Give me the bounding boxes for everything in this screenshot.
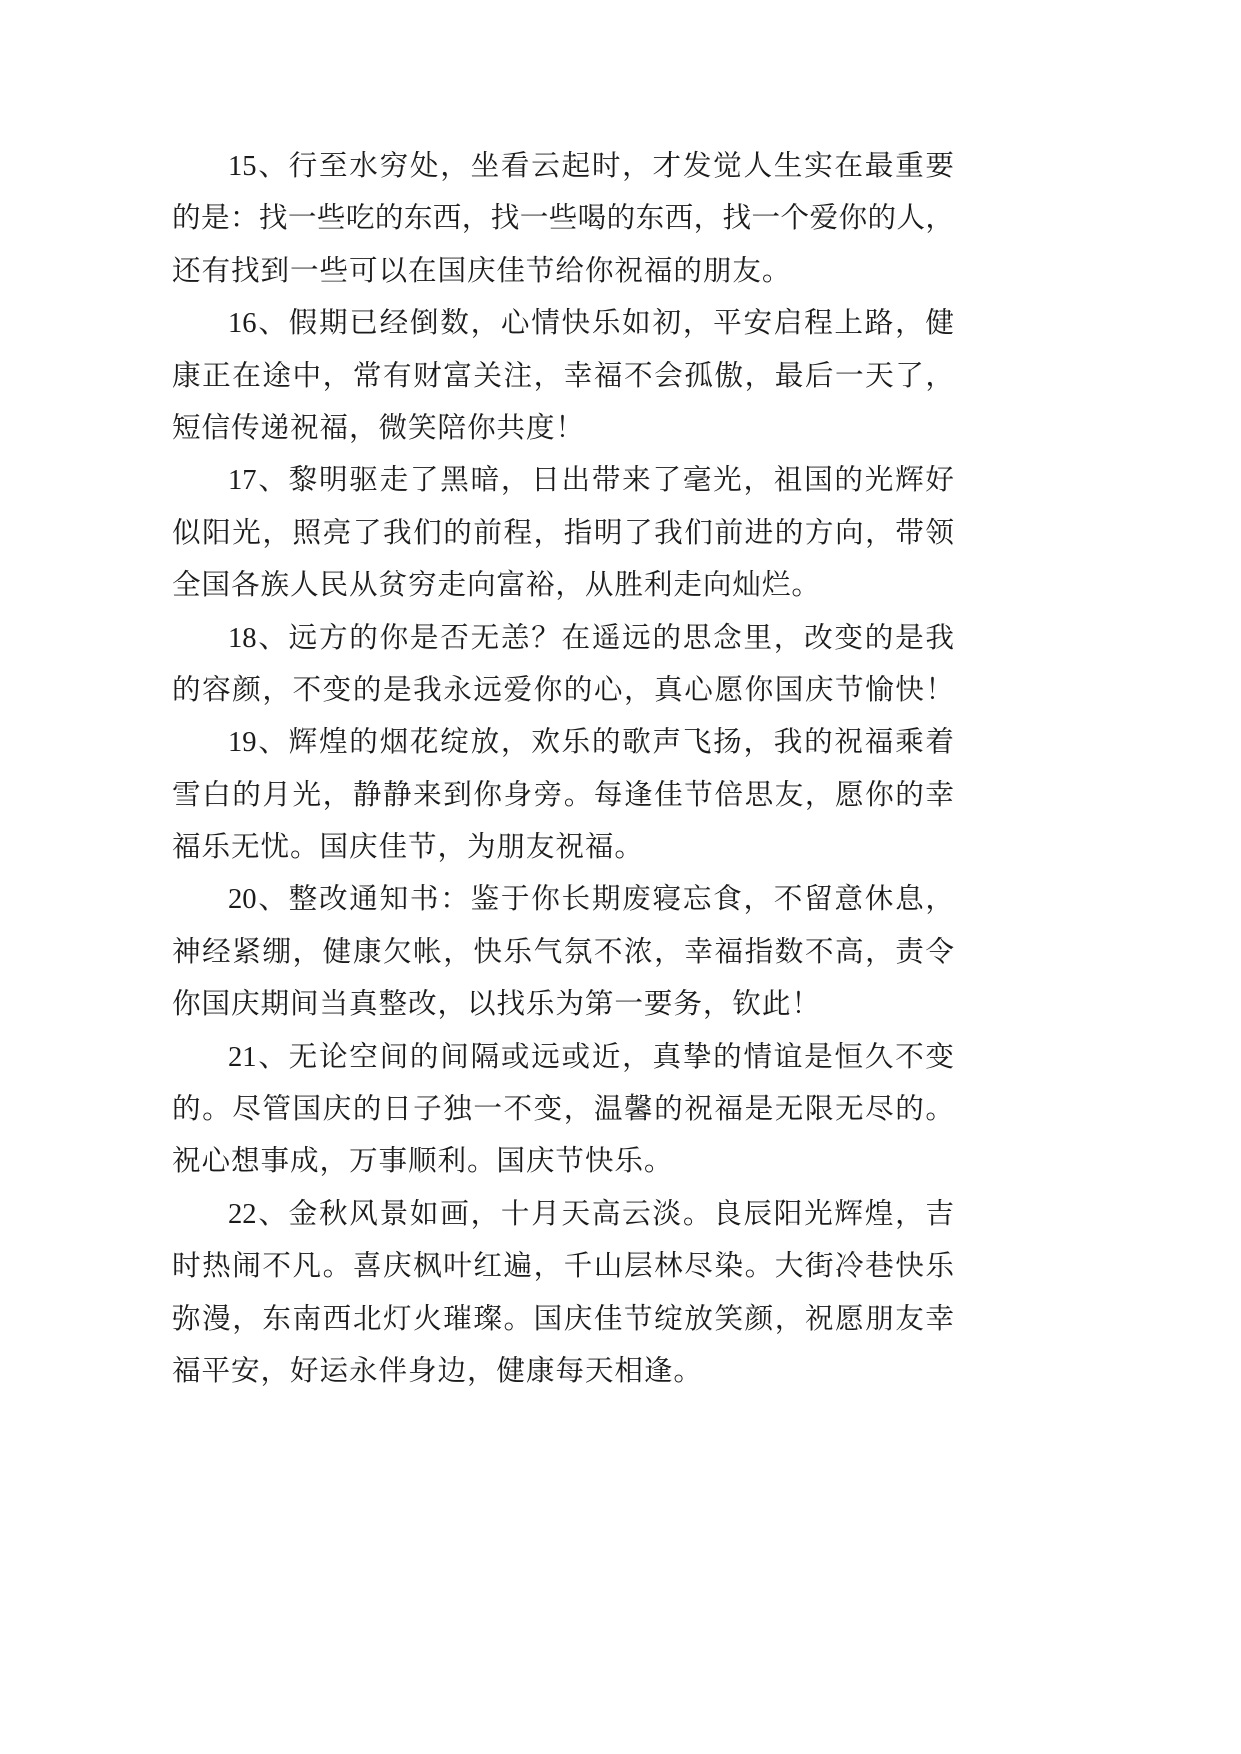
paragraph [172, 874, 954, 1031]
paragraph-line: 福平安，好运永伴身边，健康每天相逢。 [172, 1355, 703, 1387]
paragraph [172, 717, 954, 874]
paragraph [172, 613, 954, 718]
paragraph-line: 还有找到一些可以在国庆佳节给你祝福的朋友。 [172, 255, 792, 287]
paragraph-line: 18、远方的你是否无恙？在遥远的思念里，改变的是我 [228, 622, 954, 654]
paragraph-line: 时热闹不凡。喜庆枫叶红遍，千山层林尽染。大街冷巷快乐 [172, 1251, 954, 1283]
paragraph [172, 455, 954, 612]
paragraph-line: 21、无论空间的间隔或远或近，真挚的情谊是恒久不变 [228, 1041, 954, 1073]
paragraph-line: 的容颜，不变的是我永远爱你的心，真心愿你国庆节愉快！ [172, 674, 954, 706]
paragraph [172, 298, 954, 455]
paragraph-line: 19、辉煌的烟花绽放，欢乐的歌声飞扬，我的祝福乘着 [228, 727, 954, 759]
paragraph [172, 141, 954, 298]
paragraph-line: 似阳光，照亮了我们的前程，指明了我们前进的方向，带领 [172, 517, 954, 549]
paragraph-line: 的。尽管国庆的日子独一不变，温馨的祝福是无限无尽的。 [172, 1094, 954, 1126]
paragraph-line: 祝心想事成，万事顺利。国庆节快乐。 [172, 1146, 674, 1178]
paragraph-line: 17、黎明驱走了黑暗，日出带来了毫光，祖国的光辉好 [228, 465, 954, 497]
paragraph [172, 1032, 954, 1189]
paragraph-line: 22、金秋风景如画，十月天高云淡。良辰阳光辉煌，吉 [228, 1198, 954, 1230]
paragraph-line: 短信传递祝福，微笑陪你共度！ [172, 412, 585, 444]
paragraph-line: 15、行至水穷处，坐看云起时，才发觉人生实在最重要 [228, 151, 954, 182]
paragraph-line: 福乐无忧。国庆佳节，为朋友祝福。 [172, 832, 644, 864]
paragraph [172, 1189, 954, 1399]
document-page [172, 141, 954, 1398]
paragraph-line: 16、假期已经倒数，心情快乐如初，平安启程上路，健 [228, 308, 954, 340]
paragraph-line: 的是：找一些吃的东西，找一些喝的东西，找一个爱你的人， [172, 203, 954, 235]
paragraph-line: 康正在途中，常有财富关注，幸福不会孤傲，最后一天了， [172, 360, 954, 392]
paragraph-line: 全国各族人民从贫穷走向富裕，从胜利走向灿烂。 [172, 570, 821, 602]
paragraph-line: 神经紧绷，健康欠帐，快乐气氛不浓，幸福指数不高，责令 [172, 936, 954, 968]
paragraph-line: 雪白的月光，静静来到你身旁。每逢佳节倍思友，愿你的幸 [172, 779, 954, 811]
paragraph-line: 你国庆期间当真整改，以找乐为第一要务，钦此！ [172, 989, 821, 1021]
paragraph-line: 弥漫，东南西北灯火璀璨。国庆佳节绽放笑颜，祝愿朋友幸 [172, 1303, 954, 1335]
paragraph-line: 20、整改通知书：鉴于你长期废寝忘食，不留意休息， [228, 884, 954, 916]
